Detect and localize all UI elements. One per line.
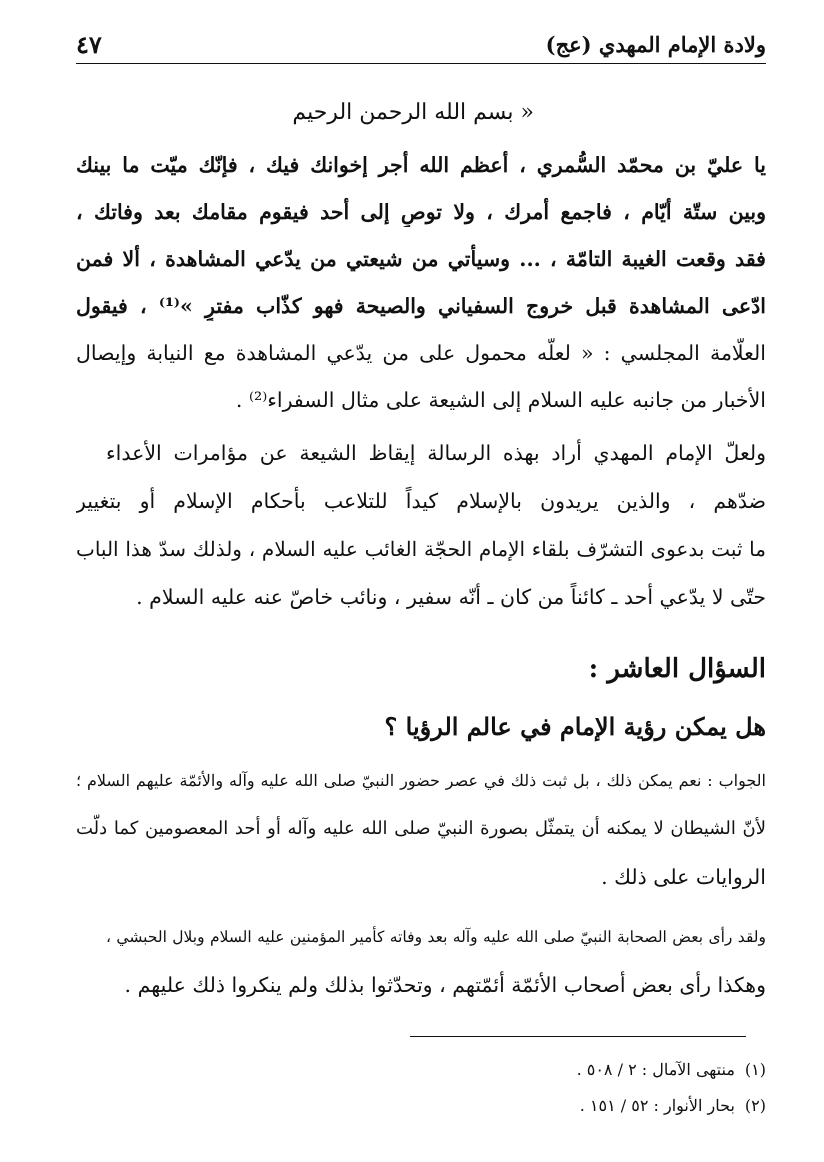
header-rule: [76, 63, 766, 64]
paragraph4-line: وهكذا رأى بعض أصحاب الأئمّة أئمّتهم ، وتحدّثوا بذلك ولم ينكروا ذلك عليهم .: [124, 973, 766, 997]
section-heading: السؤال العاشر :: [588, 654, 766, 684]
paragraph2-line: ضدّهم ، والذين يريدون بالإسلام كيداً للتلاعب بأحكام الإسلام أو بتغيير: [76, 489, 766, 513]
footnote-rule: [410, 1036, 746, 1037]
paragraph3-line: الروايات على ذلك .: [601, 865, 766, 889]
paragraph1-line: العلّامة المجلسي : « لعلّه محمول على من يدّعي المشاهدة مع النيابة وإيصال: [76, 341, 766, 365]
running-header: [76, 28, 766, 62]
paragraph1-line: فقد وقعت الغيبة التامّة ، ... وسيأتي من شيعتي من يدّعي المشاهدة ، ألا فمن: [76, 247, 766, 271]
footnote-1: [577, 1060, 766, 1079]
paragraph2-line: ما ثبت بدعوى التشرّف بلقاء الإمام الحجّة الغائب عليه السلام ، ولذلك سدّ هذا الباب: [76, 537, 766, 561]
running-title: ولادة الإمام المهدي (عج): [545, 32, 766, 57]
page-number: ٤٧: [76, 30, 102, 59]
paragraph1-line: يا عليّ بن محمّد السُّمري ، أعظم الله أجر إخوانك فيك ، فإنّك ميّت ما بينك: [76, 153, 766, 177]
paragraph2-line: ولعلّ الإمام المهدي أراد بهذه الرسالة إيقاظ الشيعة عن مؤامرات الأعداء: [106, 441, 766, 465]
paragraph1-line: وبين ستّة أيّام ، فاجمع أمرك ، ولا توصِ إلى أحد فيقوم مقامك بعد وفاتك ،: [76, 200, 766, 224]
paragraph3-line: الجواب : نعم يمكن ذلك ، بل ثبت ذلك في عصر حضور النبيّ صلى الله عليه وآله والأئمّة عليهم السلام ؛: [76, 771, 766, 790]
footnote-text: منتهى الآمال : ٢ / ٥٠٨ .: [576, 1060, 735, 1079]
bismillah-line: « بسم الله الرحمن الرحيم: [292, 100, 534, 125]
paragraph3-line: لأنّ الشيطان لا يمكنه أن يتمثّل بصورة النبيّ صلى الله عليه وآله أو أحد المعصومين كما دلّت: [76, 818, 766, 839]
paragraph4-line: ولقد رأى بعض الصحابة النبيّ صلى الله عليه وآله بعد وفاته كأمير المؤمنين عليه السلام وبلال الحبشي ،: [106, 928, 766, 946]
footnote-2: [580, 1096, 766, 1115]
footnote-number: (٢): [744, 1096, 766, 1115]
paragraph2-line: حتّى لا يدّعي أحد ـ كائناً من كان ـ أنّه سفير ، ونائب خاصّ عنه عليه السلام .: [136, 585, 766, 609]
footnote-number: (١): [744, 1060, 766, 1079]
paragraph1-line: ادّعى المشاهدة قبل خروج السفياني والصيحة فهو كذّاب مفترٍ »⁽¹⁾ ، فيقول: [76, 294, 766, 318]
paragraph1-line: الأخبار من جانبه عليه السلام إلى الشيعة على مثال السفراء⁽²⁾ .: [235, 388, 766, 412]
question-heading: هل يمكن رؤية الإمام في عالم الرؤيا ؟: [384, 712, 766, 741]
footnote-text: بحار الأنوار : ٥٢ / ١٥١ .: [579, 1096, 735, 1115]
